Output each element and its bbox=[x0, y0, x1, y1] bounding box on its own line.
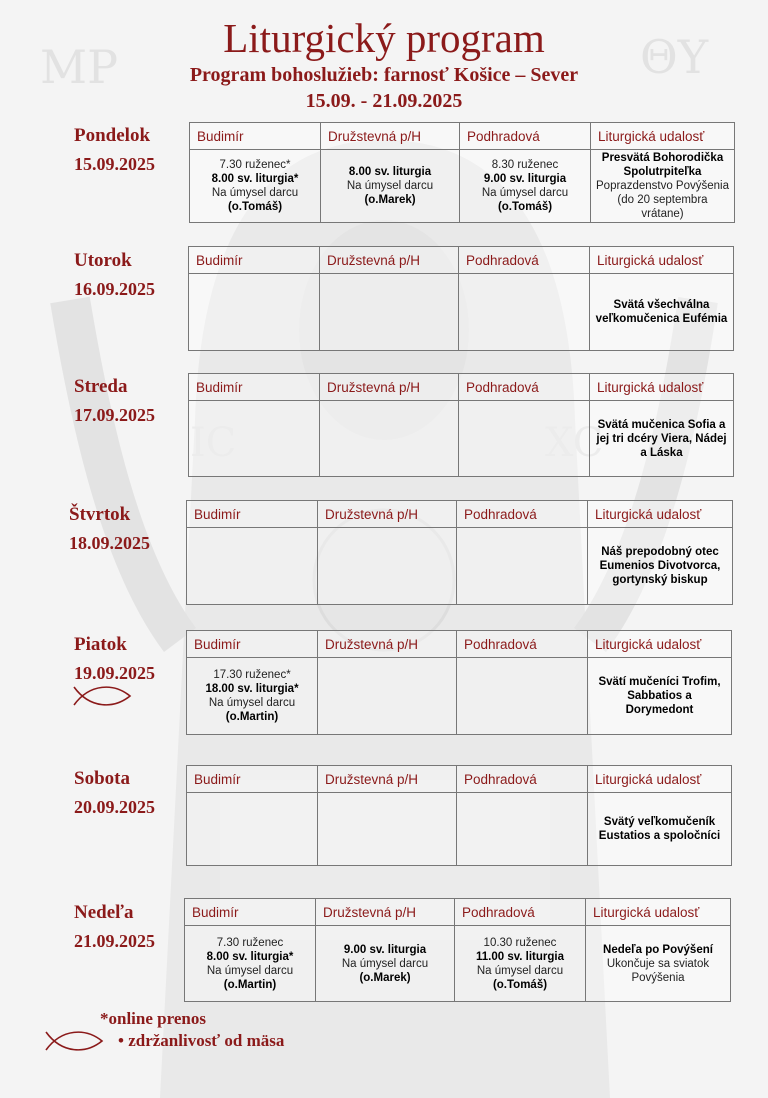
schedule-cell-druzstevna: 8.00 sv. liturgia Na úmysel darcu (o.Marek) bbox=[321, 150, 460, 223]
col-header-budimir: Budimír bbox=[185, 899, 316, 926]
page-subtitle: Program bohoslužieb: farnosť Košice – Sever bbox=[189, 64, 579, 86]
liturgical-event-cell: Svätí mučeníci Trofim, Sabbatios a Dorymedont bbox=[588, 658, 732, 735]
schedule-cell-podhradova: 8.30 ruženec 9.00 sv. liturgia Na úmysel darcu (o.Tomáš) bbox=[460, 150, 591, 223]
bullet: • bbox=[118, 1031, 129, 1050]
schedule-cell-budimir bbox=[187, 793, 318, 866]
col-header-liturgicka-udalost: Liturgická udalosť bbox=[591, 123, 735, 150]
schedule-cell-druzstevna bbox=[320, 274, 459, 351]
day-date: 20.09.2025 bbox=[74, 797, 155, 817]
schedule-cell-druzstevna bbox=[318, 658, 457, 735]
page-title: Liturgický program bbox=[223, 15, 545, 61]
col-header-liturgicka-udalost: Liturgická udalosť bbox=[588, 501, 733, 528]
liturgical-event-cell: Svätý veľkomučeník Eustatios a spoločníci bbox=[588, 793, 732, 866]
day-label-utorok bbox=[74, 250, 155, 300]
liturgical-event-cell: Svätá všechválna veľkomučenica Eufémia bbox=[590, 274, 734, 351]
fish-icon bbox=[72, 683, 134, 709]
col-header-podhradova: Podhradová bbox=[459, 374, 590, 401]
schedule-cell-budimir: 7.30 ruženec 8.00 sv. liturgia* Na úmysel darcu (o.Martin) bbox=[185, 926, 316, 1002]
schedule-cell-druzstevna: 9.00 sv. liturgia Na úmysel darcu (o.Marek) bbox=[316, 926, 455, 1002]
day-date: 17.09.2025 bbox=[74, 405, 155, 425]
col-header-druzstevna: Družstevná p/H bbox=[318, 501, 457, 528]
col-header-budimir: Budimír bbox=[187, 631, 318, 658]
legend-fasting bbox=[118, 1031, 284, 1051]
col-header-budimir: Budimír bbox=[189, 247, 320, 274]
schedule-cell-podhradova bbox=[459, 274, 590, 351]
col-header-podhradova: Podhradová bbox=[457, 501, 588, 528]
schedule-cell-budimir bbox=[187, 528, 318, 605]
schedule-cell-budimir bbox=[189, 401, 320, 477]
watermark-ic: IC bbox=[190, 420, 237, 466]
liturgical-event-cell: Nedeľa po Povýšení Ukončuje sa sviatok Povýšenia bbox=[586, 926, 731, 1002]
col-header-liturgicka-udalost: Liturgická udalosť bbox=[588, 766, 732, 793]
day-label-piatok bbox=[74, 634, 155, 684]
legend-online-stream: *online prenos bbox=[100, 1009, 206, 1028]
liturgical-event-cell: Presvätá Bohorodička Spolutrpiteľka Poprazdenstvo Povýšenia (do 20 septembra vrátane) bbox=[591, 150, 735, 223]
schedule-cell-podhradova bbox=[457, 528, 588, 605]
day-name: Sobota bbox=[74, 768, 130, 789]
legend-fasting-text: zdržanlivosť od mäsa bbox=[128, 1031, 285, 1050]
day-name: Utorok bbox=[74, 250, 132, 271]
liturgical-event-cell: Náš prepodobný otec Eumenios Divotvorca, gortynský biskup bbox=[588, 528, 733, 605]
col-header-podhradova: Podhradová bbox=[460, 123, 591, 150]
schedule-cell-podhradova: 10.30 ruženec 11.00 sv. liturgia Na úmysel darcu (o.Tomáš) bbox=[455, 926, 586, 1002]
day-date: 16.09.2025 bbox=[74, 279, 155, 299]
col-header-liturgicka-udalost: Liturgická udalosť bbox=[590, 374, 734, 401]
col-header-budimir: Budimír bbox=[187, 501, 318, 528]
schedule-table-nedela bbox=[184, 898, 731, 1002]
day-label-pondelok bbox=[74, 125, 155, 175]
col-header-liturgicka-udalost: Liturgická udalosť bbox=[588, 631, 732, 658]
col-header-budimir: Budimír bbox=[187, 766, 318, 793]
day-label-streda bbox=[74, 376, 155, 426]
col-header-podhradova: Podhradová bbox=[455, 899, 586, 926]
liturgical-event-cell: Svätá mučenica Sofia a jej tri dcéry Viera, Nádej a Láska bbox=[590, 401, 734, 477]
col-header-druzstevna: Družstevná p/H bbox=[321, 123, 460, 150]
schedule-table-sobota bbox=[186, 765, 732, 866]
col-header-budimir: Budimír bbox=[190, 123, 321, 150]
day-name: Streda bbox=[74, 376, 128, 397]
watermark-theta: ΘΥ bbox=[640, 30, 709, 84]
watermark-xc: XC bbox=[545, 420, 604, 466]
schedule-cell-druzstevna bbox=[320, 401, 459, 477]
schedule-cell-budimir: 17.30 ruženec* 18.00 sv. liturgia* Na úmysel darcu (o.Martin) bbox=[187, 658, 318, 735]
schedule-cell-podhradova bbox=[457, 793, 588, 866]
col-header-druzstevna: Družstevná p/H bbox=[320, 247, 459, 274]
date-range: 15.09. - 21.09.2025 bbox=[305, 90, 463, 112]
col-header-druzstevna: Družstevná p/H bbox=[318, 766, 457, 793]
col-header-druzstevna: Družstevná p/H bbox=[318, 631, 457, 658]
day-date: 21.09.2025 bbox=[74, 931, 155, 951]
day-name: Nedeľa bbox=[74, 902, 134, 923]
schedule-table-stvrtok bbox=[186, 500, 733, 605]
col-header-podhradova: Podhradová bbox=[457, 766, 588, 793]
day-label-nedela bbox=[74, 902, 155, 952]
col-header-druzstevna: Družstevná p/H bbox=[316, 899, 455, 926]
schedule-table-piatok bbox=[186, 630, 732, 735]
watermark-mp: ΜΡ bbox=[40, 40, 119, 94]
schedule-table-pondelok bbox=[189, 122, 735, 223]
day-name: Pondelok bbox=[74, 125, 151, 146]
day-label-sobota bbox=[74, 768, 155, 818]
schedule-cell-podhradova bbox=[457, 658, 588, 735]
day-label-stvrtok bbox=[69, 504, 150, 554]
schedule-cell-budimir: 7.30 ruženec* 8.00 sv. liturgia* Na úmysel darcu (o.Tomáš) bbox=[190, 150, 321, 223]
day-date: 19.09.2025 bbox=[74, 663, 155, 683]
day-name: Štvrtok bbox=[69, 504, 131, 525]
schedule-cell-druzstevna bbox=[318, 793, 457, 866]
col-header-liturgicka-udalost: Liturgická udalosť bbox=[586, 899, 731, 926]
col-header-podhradova: Podhradová bbox=[457, 631, 588, 658]
day-date: 15.09.2025 bbox=[74, 154, 155, 174]
day-date: 18.09.2025 bbox=[69, 533, 150, 553]
schedule-cell-podhradova bbox=[459, 401, 590, 477]
fish-icon bbox=[44, 1028, 106, 1054]
col-header-druzstevna: Družstevná p/H bbox=[320, 374, 459, 401]
day-name: Piatok bbox=[74, 634, 127, 655]
schedule-table-streda bbox=[188, 373, 734, 477]
col-header-liturgicka-udalost: Liturgická udalosť bbox=[590, 247, 734, 274]
schedule-table-utorok bbox=[188, 246, 734, 351]
col-header-budimir: Budimír bbox=[189, 374, 320, 401]
col-header-podhradova: Podhradová bbox=[459, 247, 590, 274]
schedule-cell-budimir bbox=[189, 274, 320, 351]
schedule-cell-druzstevna bbox=[318, 528, 457, 605]
